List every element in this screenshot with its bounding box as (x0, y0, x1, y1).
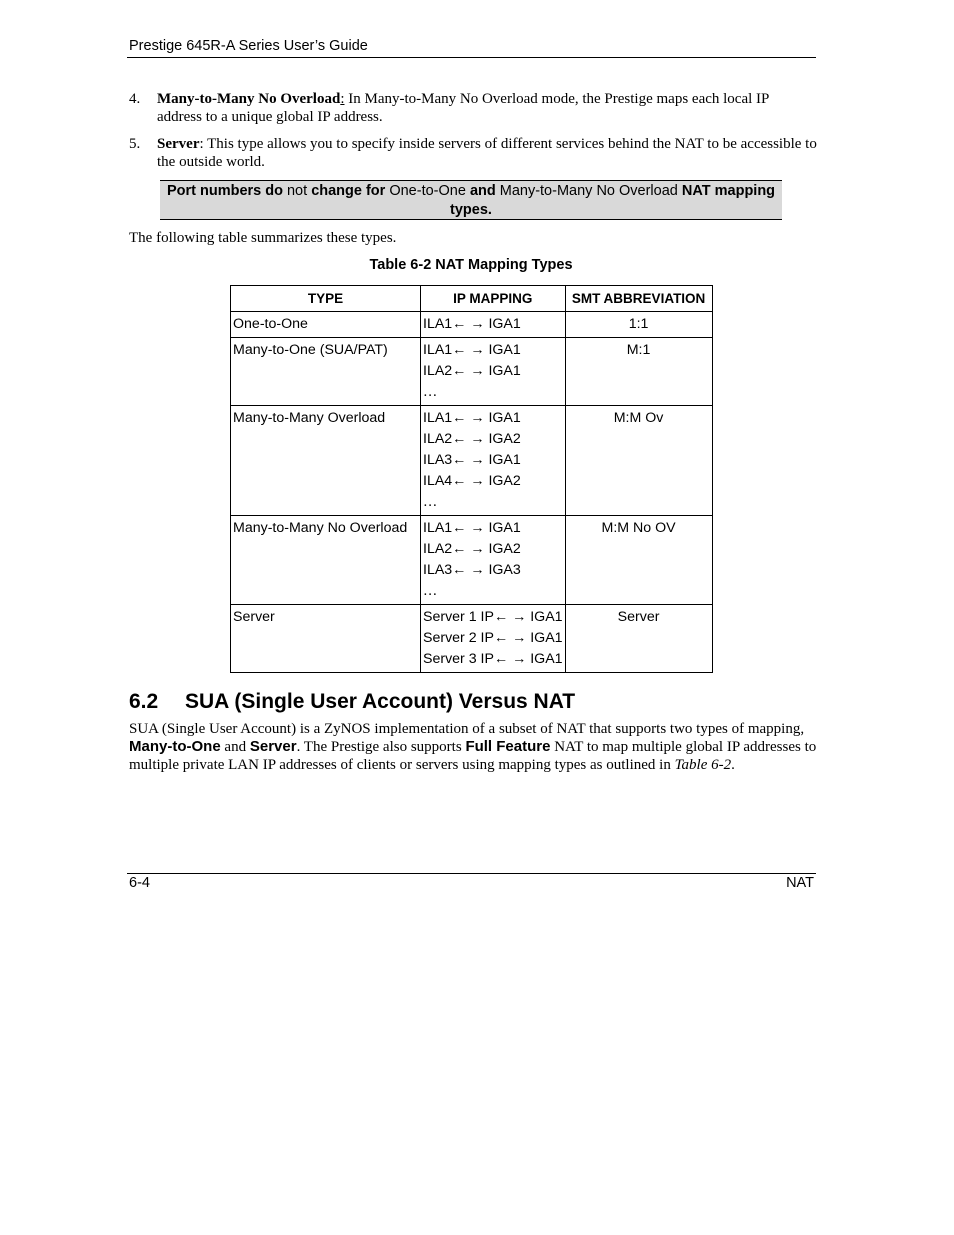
mapping-line: … (423, 494, 438, 510)
type-cell: Many-to-One (SUA/PAT) (231, 338, 421, 406)
mapping-line: ILA2← → IGA2 (423, 541, 521, 557)
section-title: SUA (Single User Account) Versus NAT (185, 690, 576, 713)
note-text: Many-to-Many No Overload (495, 183, 682, 199)
table-row (231, 312, 713, 338)
table-row (231, 605, 713, 673)
list-text: This type allows you to specify inside servers of different services behind the NAT to be accessible to the outside world. (157, 136, 817, 170)
intro-text: The following table summarizes these types. (129, 230, 397, 246)
list-term: Server (157, 136, 200, 152)
page-header: Prestige 645R-A Series User’s Guide (129, 38, 368, 54)
paragraph-text: . The Prestige also supports (296, 739, 466, 755)
mapping-line: ILA1← → IGA1 (423, 520, 521, 536)
mapping-line: ILA1← → IGA1 (423, 410, 521, 426)
table-row (231, 338, 713, 406)
note-text: One-to-One (385, 183, 470, 199)
column-header-type: TYPE (231, 286, 421, 312)
mapping-cell (421, 338, 566, 406)
mapping-cell (421, 406, 566, 516)
table-row (231, 406, 713, 516)
note-text: Port numbers do (166, 183, 283, 199)
mapping-cell (421, 605, 566, 673)
paragraph-text: and (220, 739, 250, 755)
mapping-line: Server 2 IP← → IGA1 (423, 630, 563, 646)
nat-mapping-table (230, 285, 713, 673)
abbreviation-cell: M:M No OV (565, 516, 712, 605)
mapping-line: Server 3 IP← → IGA1 (423, 651, 563, 667)
abbreviation-cell: M:1 (565, 338, 712, 406)
mapping-line: ILA2← → IGA2 (423, 431, 521, 447)
note-text: and (469, 183, 496, 199)
list-term: Many-to-Many No Overload (157, 91, 341, 107)
type-cell: One-to-One (231, 312, 421, 338)
column-header-ip-mapping: IP MAPPING (421, 286, 566, 312)
table-header-row (231, 286, 713, 312)
abbreviation-cell: 1:1 (565, 312, 712, 338)
table-row (231, 516, 713, 605)
list-colon: : (340, 91, 345, 107)
list-number: 4. (129, 91, 141, 107)
type-cell: Many-to-Many Overload (231, 406, 421, 516)
list-body (157, 90, 817, 126)
list-number: 5. (129, 136, 141, 152)
mapping-cell (421, 516, 566, 605)
mapping-line: ILA1← → IGA1 (423, 342, 521, 358)
note-text: NAT mapping types. (450, 183, 776, 218)
mapping-cell (421, 312, 566, 338)
list-text: In Many-to-Many No Overload mode, the Prestige maps each local IP address to a unique global IP address. (157, 91, 769, 125)
header-rule (127, 57, 816, 58)
paragraph-text: SUA (Single User Account) is a ZyNOS implementation of a subset of NAT that supports two types of mapping, (129, 721, 805, 737)
mapping-line: … (423, 384, 438, 400)
paragraph-text: NAT to map multiple global IP addresses to multiple private LAN IP addresses of clients or servers using mapping types as outlined in (129, 739, 817, 773)
column-header-smt-abbreviation: SMT ABBREVIATION (565, 286, 712, 312)
abbreviation-cell: Server (565, 605, 712, 673)
type-cell: Server (231, 605, 421, 673)
section-paragraph (129, 720, 819, 774)
mapping-line: ILA3← → IGA3 (423, 562, 521, 578)
table-reference: Table 6-2 (674, 757, 732, 773)
note-text: not (282, 183, 312, 199)
mapping-line: ILA4← → IGA2 (423, 473, 521, 489)
list-colon: : (199, 136, 204, 152)
section-heading (129, 690, 575, 714)
table-caption: Table 6-2 NAT Mapping Types (369, 257, 573, 273)
type-cell: Many-to-Many No Overload (231, 516, 421, 605)
paragraph-bold: Many-to-One (129, 738, 221, 755)
mapping-line: … (423, 583, 438, 599)
paragraph-text: . (731, 757, 735, 773)
paragraph-bold: Full Feature (465, 738, 551, 755)
page-number: 6-4 (129, 875, 150, 891)
mapping-line: ILA1← → IGA1 (423, 316, 521, 332)
list-body (157, 135, 817, 171)
footer-rule (127, 873, 816, 874)
chapter-name: NAT (786, 875, 814, 891)
section-number: 6.2 (129, 690, 159, 713)
mapping-line: ILA2← → IGA1 (423, 363, 521, 379)
note-text: change for (311, 183, 386, 199)
note-box (160, 180, 782, 220)
mapping-line: Server 1 IP← → IGA1 (423, 609, 563, 625)
mapping-line: ILA3← → IGA1 (423, 452, 521, 468)
paragraph-bold: Server (249, 738, 297, 755)
abbreviation-cell: M:M Ov (565, 406, 712, 516)
